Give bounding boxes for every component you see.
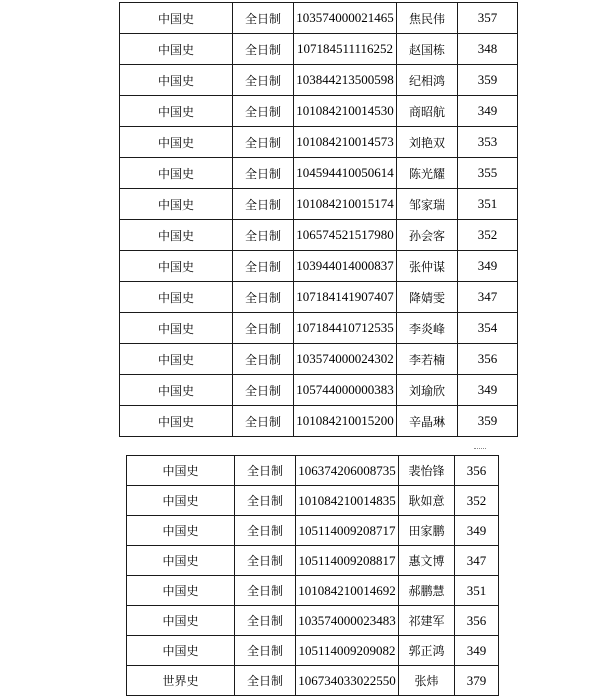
table-row — [120, 96, 518, 127]
major-cell: 中国史 — [120, 251, 233, 282]
table-row — [120, 189, 518, 220]
student-name-cell: 耿如意 — [399, 486, 455, 516]
score-cell: 359 — [458, 65, 518, 96]
table-body — [120, 3, 518, 437]
student-name-cell: 裴怡锋 — [399, 456, 455, 486]
exam-id-cell: 106734033022550 — [296, 666, 399, 696]
score-cell: 356 — [455, 456, 499, 486]
exam-id-cell: 101084210015200 — [294, 406, 397, 437]
major-cell: 中国史 — [120, 34, 233, 65]
score-cell: 356 — [458, 344, 518, 375]
score-cell: 349 — [455, 516, 499, 546]
student-name-cell: 郭正鸿 — [399, 636, 455, 666]
student-name-cell: 陈光耀 — [397, 158, 458, 189]
table-row — [120, 375, 518, 406]
study-mode-cell: 全日制 — [233, 406, 294, 437]
page-break-mark — [474, 448, 486, 452]
table-row — [127, 456, 499, 486]
study-mode-cell: 全日制 — [233, 34, 294, 65]
exam-id-cell: 103574000024302 — [294, 344, 397, 375]
major-cell: 中国史 — [120, 96, 233, 127]
major-cell: 中国史 — [120, 344, 233, 375]
table-row — [120, 34, 518, 65]
major-cell: 中国史 — [127, 456, 235, 486]
major-cell: 中国史 — [120, 3, 233, 34]
exam-id-cell: 104594410050614 — [294, 158, 397, 189]
study-mode-cell: 全日制 — [235, 486, 296, 516]
table-row — [127, 666, 499, 696]
study-mode-cell: 全日制 — [233, 189, 294, 220]
major-cell: 中国史 — [127, 546, 235, 576]
score-cell: 349 — [458, 375, 518, 406]
major-cell: 中国史 — [127, 516, 235, 546]
student-name-cell: 张仲谋 — [397, 251, 458, 282]
study-mode-cell: 全日制 — [235, 606, 296, 636]
major-cell: 中国史 — [120, 313, 233, 344]
table-row — [120, 65, 518, 96]
major-cell: 中国史 — [127, 576, 235, 606]
score-cell: 357 — [458, 3, 518, 34]
major-cell: 世界史 — [127, 666, 235, 696]
exam-id-cell: 101084210014835 — [296, 486, 399, 516]
exam-id-cell: 105744000000383 — [294, 375, 397, 406]
study-mode-cell: 全日制 — [235, 636, 296, 666]
major-cell: 中国史 — [120, 282, 233, 313]
major-cell: 中国史 — [120, 406, 233, 437]
table-row — [120, 127, 518, 158]
exam-id-cell: 107184511116252 — [294, 34, 397, 65]
score-cell: 348 — [458, 34, 518, 65]
table-row — [120, 220, 518, 251]
exam-id-cell: 106574521517980 — [294, 220, 397, 251]
score-cell: 353 — [458, 127, 518, 158]
study-mode-cell: 全日制 — [235, 546, 296, 576]
exam-id-cell: 101084210014573 — [294, 127, 397, 158]
table-row — [120, 282, 518, 313]
study-mode-cell: 全日制 — [233, 251, 294, 282]
study-mode-cell: 全日制 — [235, 516, 296, 546]
study-mode-cell: 全日制 — [233, 282, 294, 313]
study-mode-cell: 全日制 — [233, 65, 294, 96]
table-row — [120, 251, 518, 282]
study-mode-cell: 全日制 — [235, 456, 296, 486]
score-cell: 347 — [458, 282, 518, 313]
student-name-cell: 张炜 — [399, 666, 455, 696]
major-cell: 中国史 — [120, 158, 233, 189]
study-mode-cell: 全日制 — [233, 127, 294, 158]
table-row — [120, 344, 518, 375]
table-row — [127, 546, 499, 576]
exam-id-cell: 103844213500598 — [294, 65, 397, 96]
table-row — [127, 636, 499, 666]
score-cell: 356 — [455, 606, 499, 636]
major-cell: 中国史 — [120, 127, 233, 158]
admission-table-top — [119, 2, 518, 437]
exam-id-cell: 105114009208717 — [296, 516, 399, 546]
major-cell: 中国史 — [127, 636, 235, 666]
major-cell: 中国史 — [120, 375, 233, 406]
exam-id-cell: 103574000023483 — [296, 606, 399, 636]
major-cell: 中国史 — [120, 220, 233, 251]
exam-id-cell: 107184410712535 — [294, 313, 397, 344]
study-mode-cell: 全日制 — [235, 666, 296, 696]
exam-id-cell: 107184141907407 — [294, 282, 397, 313]
exam-id-cell: 101084210014692 — [296, 576, 399, 606]
exam-id-cell: 105114009209082 — [296, 636, 399, 666]
study-mode-cell: 全日制 — [233, 344, 294, 375]
score-cell: 347 — [455, 546, 499, 576]
score-cell: 379 — [455, 666, 499, 696]
student-name-cell: 李炎峰 — [397, 313, 458, 344]
table-row — [120, 158, 518, 189]
study-mode-cell: 全日制 — [233, 375, 294, 406]
student-name-cell: 商昭航 — [397, 96, 458, 127]
study-mode-cell: 全日制 — [233, 3, 294, 34]
major-cell: 中国史 — [120, 189, 233, 220]
major-cell: 中国史 — [127, 486, 235, 516]
exam-id-cell: 106374206008735 — [296, 456, 399, 486]
score-cell: 355 — [458, 158, 518, 189]
table-row — [120, 313, 518, 344]
student-name-cell: 邹家瑞 — [397, 189, 458, 220]
student-name-cell: 郝鹏慧 — [399, 576, 455, 606]
study-mode-cell: 全日制 — [233, 96, 294, 127]
major-cell: 中国史 — [127, 606, 235, 636]
student-name-cell: 焦民伟 — [397, 3, 458, 34]
student-name-cell: 辛晶琳 — [397, 406, 458, 437]
study-mode-cell: 全日制 — [233, 220, 294, 251]
table-row — [127, 516, 499, 546]
exam-id-cell: 103944014000837 — [294, 251, 397, 282]
major-cell: 中国史 — [120, 65, 233, 96]
student-name-cell: 刘瑜欣 — [397, 375, 458, 406]
student-name-cell: 纪相鸿 — [397, 65, 458, 96]
student-name-cell: 孙会客 — [397, 220, 458, 251]
score-cell: 351 — [458, 189, 518, 220]
score-cell: 359 — [458, 406, 518, 437]
table-row — [127, 486, 499, 516]
student-name-cell: 李若楠 — [397, 344, 458, 375]
score-cell: 352 — [458, 220, 518, 251]
exam-id-cell: 101084210015174 — [294, 189, 397, 220]
student-name-cell: 祁建军 — [399, 606, 455, 636]
table-row — [120, 3, 518, 34]
exam-id-cell: 105114009208817 — [296, 546, 399, 576]
study-mode-cell: 全日制 — [233, 313, 294, 344]
student-name-cell: 惠文博 — [399, 546, 455, 576]
student-name-cell: 刘艳双 — [397, 127, 458, 158]
admission-table-bottom — [126, 455, 499, 696]
study-mode-cell: 全日制 — [233, 158, 294, 189]
exam-id-cell: 101084210014530 — [294, 96, 397, 127]
student-name-cell: 赵国栋 — [397, 34, 458, 65]
exam-id-cell: 103574000021465 — [294, 3, 397, 34]
table-row — [120, 406, 518, 437]
score-cell: 349 — [455, 636, 499, 666]
score-cell: 351 — [455, 576, 499, 606]
study-mode-cell: 全日制 — [235, 576, 296, 606]
table-body — [127, 456, 499, 696]
table-row — [127, 606, 499, 636]
score-cell: 352 — [455, 486, 499, 516]
score-cell: 349 — [458, 251, 518, 282]
score-cell: 349 — [458, 96, 518, 127]
student-name-cell: 田家鹏 — [399, 516, 455, 546]
score-cell: 354 — [458, 313, 518, 344]
student-name-cell: 降婧雯 — [397, 282, 458, 313]
table-row — [127, 576, 499, 606]
